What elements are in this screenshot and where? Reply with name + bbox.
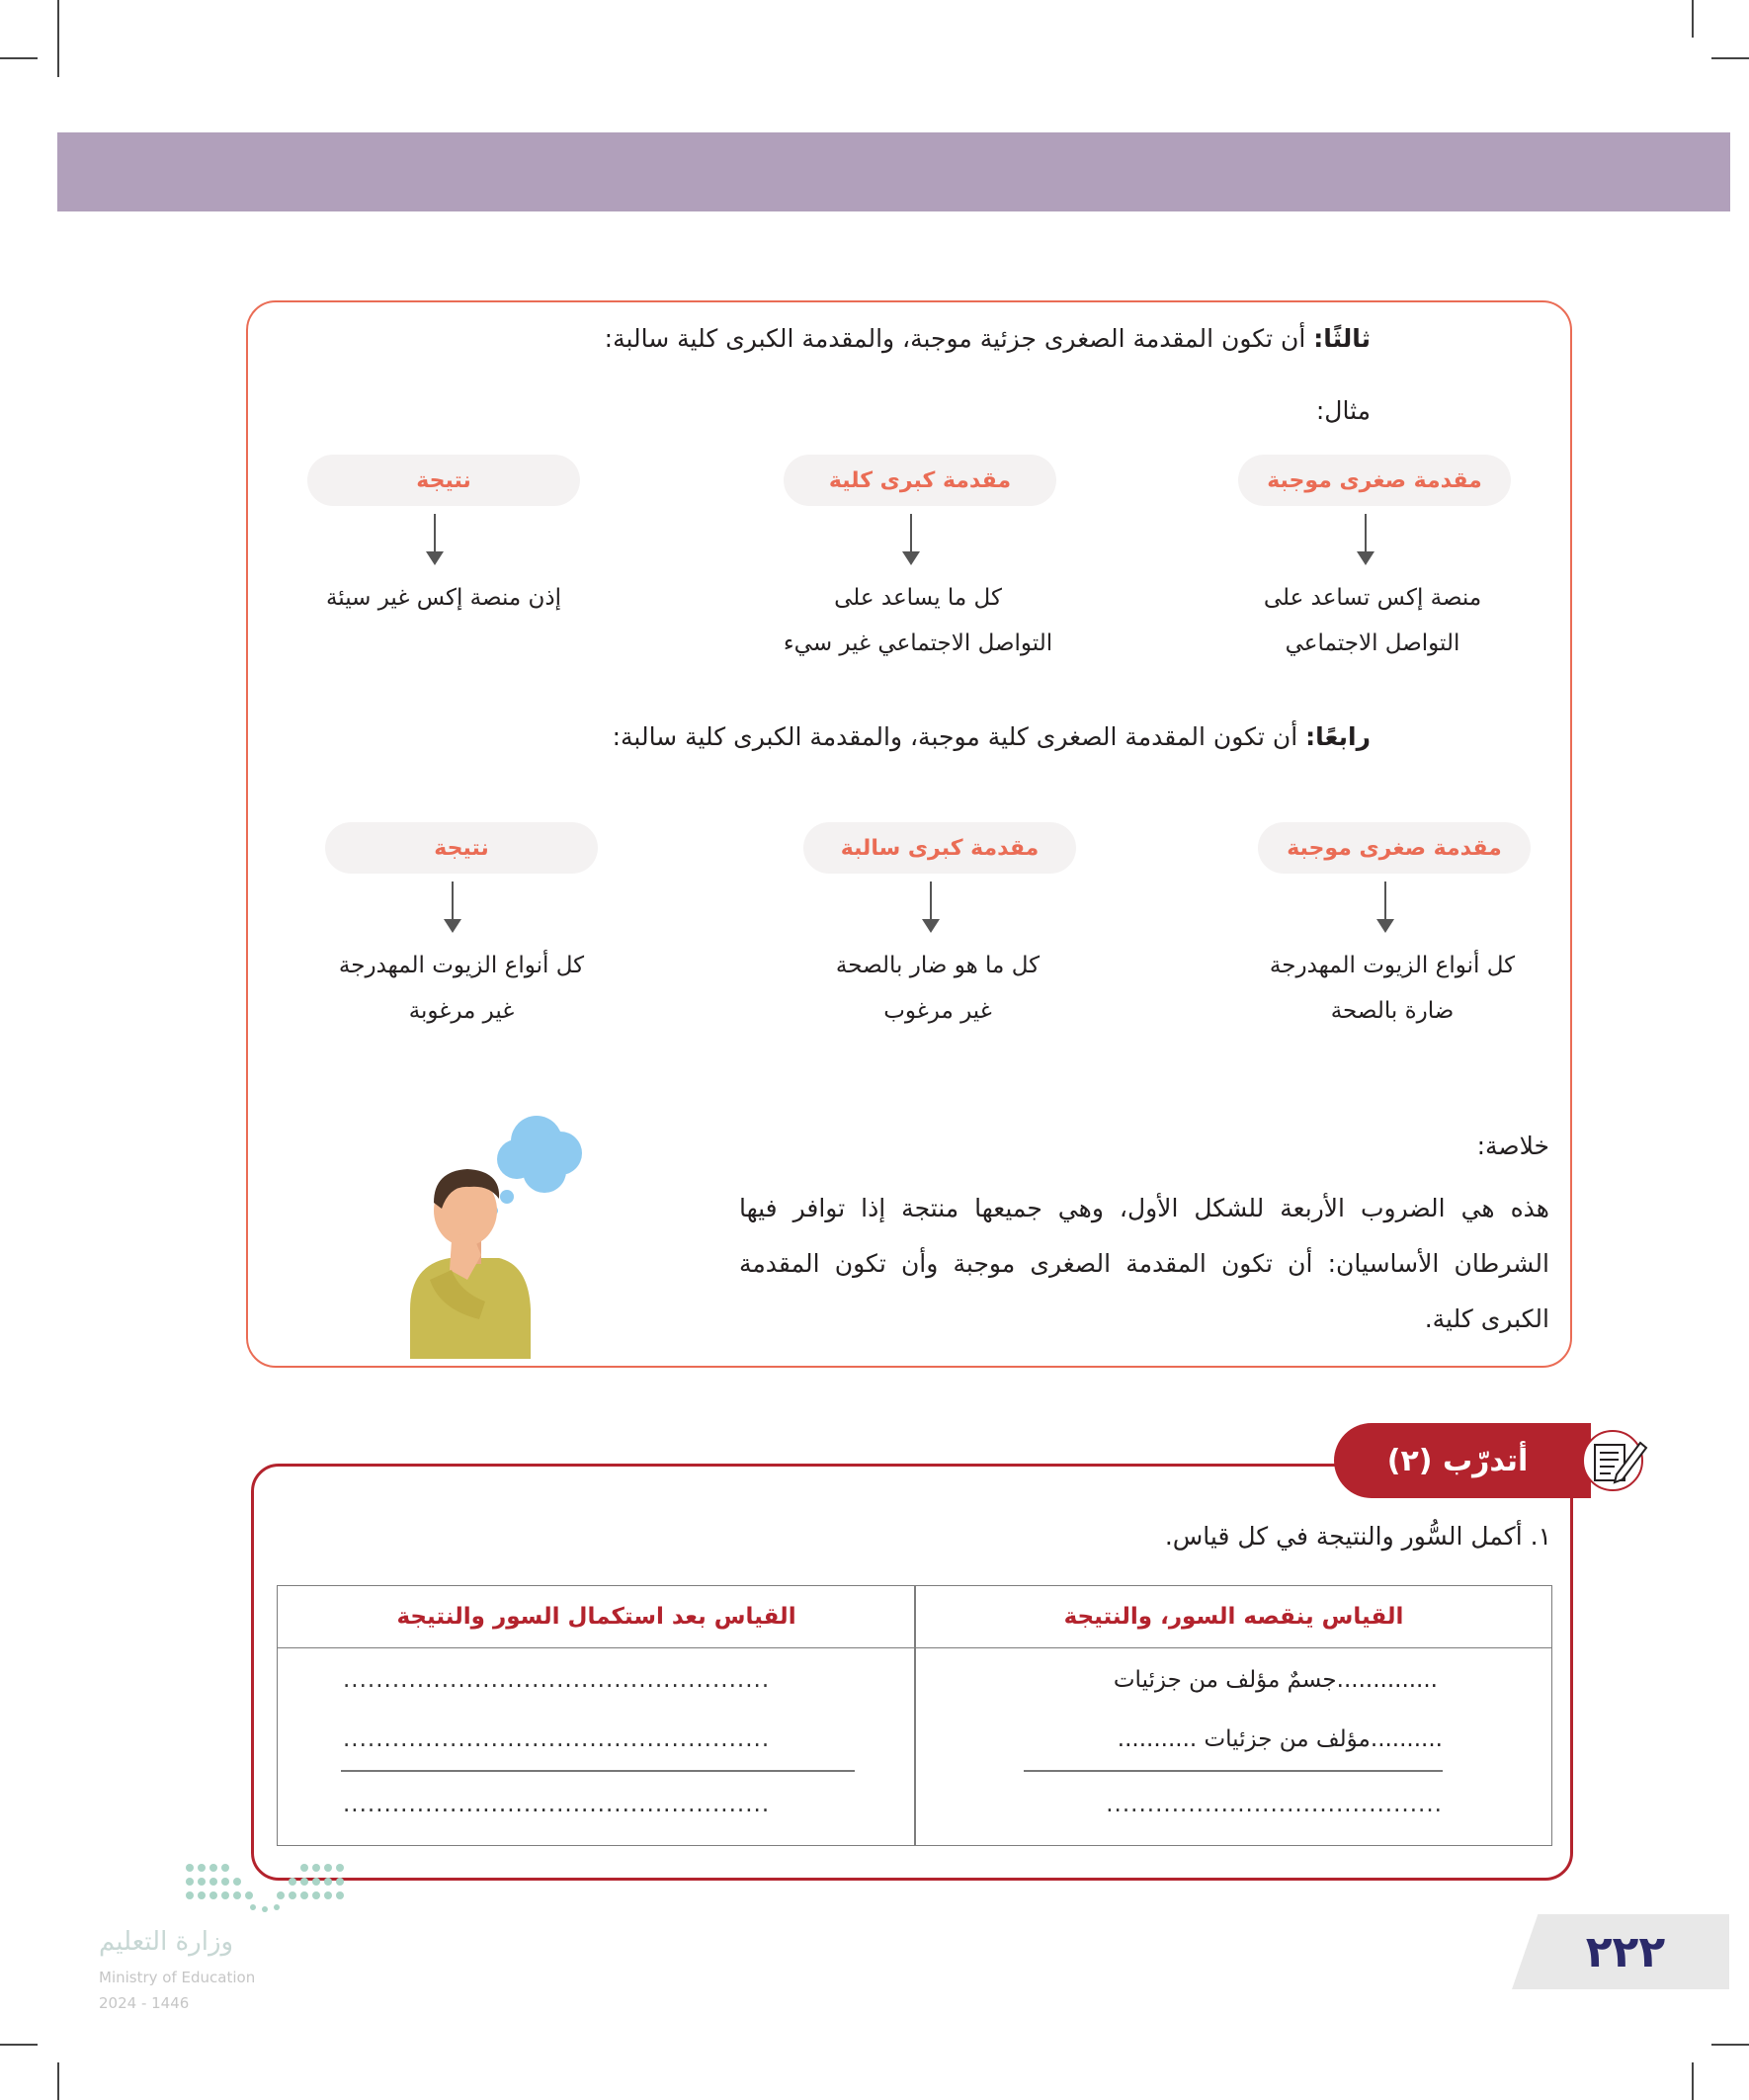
down-arrow-icon	[910, 514, 912, 561]
crop-mark	[57, 2062, 59, 2100]
node-label: مقدمة صغرى موجبة	[1258, 822, 1531, 874]
node-text: إذن منصة إكس غير سيئة	[325, 585, 562, 611]
node-text: كل أنواع الزيوت المهدرجة ضارة بالصحة	[1269, 953, 1516, 1024]
crop-mark	[1692, 0, 1694, 38]
down-arrow-icon	[930, 882, 932, 929]
table-cell[interactable]: ....................................................	[343, 1726, 771, 1752]
node-label: مقدمة كبرى كلية	[784, 455, 1056, 506]
node-text: كل ما يساعد على التواصل الاجتماعي غير سيء	[783, 585, 1053, 656]
table-header-left: القياس بعد استكمال السور والنتيجة	[396, 1604, 796, 1630]
summary-text: هذه هي الضروب الأربعة للشكل الأول، وهي جميعها منتجة إذا توافر فيها الشرطان الأساسيان: أن تكون المقدمة الصغرى موجبة وأن تكون المقدمة الكبرى كلية.	[739, 1194, 1549, 1333]
header-band	[57, 132, 1730, 211]
example-label: مثال:	[1315, 396, 1371, 425]
table-cell[interactable]: ..............جسمٌ مؤلف من جزئيات	[1113, 1667, 1438, 1693]
table-rule	[341, 1770, 855, 1772]
page-number: ٢٢٢	[1585, 1926, 1666, 1977]
table-rule	[1024, 1770, 1443, 1772]
node-label: نتيجة	[325, 822, 598, 874]
section4-title: رابعًا: أن تكون المقدمة الصغرى كلية موجبة، والمقدمة الكبرى كلية سالبة:	[612, 722, 1371, 751]
down-arrow-icon	[1365, 514, 1367, 561]
node-label: مقدمة كبرى سالبة	[803, 822, 1076, 874]
thinking-person-illustration	[390, 1082, 588, 1359]
crop-mark	[57, 0, 59, 77]
table-cell[interactable]: ....................................................	[343, 1667, 771, 1693]
ministry-name-en: Ministry of Education	[99, 1969, 256, 1986]
down-arrow-icon	[452, 882, 454, 929]
notepad-pencil-icon	[1581, 1429, 1650, 1492]
practice-tab: أتدرّب (٢)	[1334, 1423, 1581, 1498]
down-arrow-icon	[1384, 882, 1386, 929]
ministry-name-ar: وزارة التعليم	[99, 1927, 234, 1957]
practice-question: ١. أكمل السُّور والنتيجة في كل قياس.	[1164, 1522, 1551, 1551]
node-label: نتيجة	[307, 455, 580, 506]
table-cell[interactable]: ....................................................	[343, 1792, 771, 1817]
table-cell[interactable]: ..........مؤلف من جزئيات ...........	[1117, 1726, 1443, 1752]
node-text: منصة إكس تساعد على التواصل الاجتماعي	[1263, 585, 1482, 656]
node-text: كل أنواع الزيوت المهدرجة غير مرغوبة	[338, 953, 585, 1024]
crop-mark	[0, 2044, 38, 2046]
down-arrow-icon	[434, 514, 436, 561]
ministry-logo-icon	[180, 1858, 358, 1917]
node-text: كل ما هو ضار بالصحة غير مرغوب	[835, 953, 1041, 1024]
crop-mark	[0, 57, 38, 59]
table-cell[interactable]: .........................................	[1106, 1792, 1443, 1817]
table-header-right: القياس ينقصه السور، والنتيجة	[1063, 1604, 1404, 1630]
node-label: مقدمة صغرى موجبة	[1238, 455, 1511, 506]
ministry-year: 2024 - 1446	[99, 1994, 190, 2012]
crop-mark	[1692, 2062, 1694, 2100]
crop-mark	[1711, 2044, 1749, 2046]
summary-title: خلاصة:	[1476, 1132, 1549, 1160]
section3-title: ثالثًا: أن تكون المقدمة الصغرى جزئية موجبة، والمقدمة الكبرى كلية سالبة:	[604, 324, 1371, 353]
practice-table	[277, 1585, 1552, 1846]
crop-mark	[1711, 57, 1749, 59]
